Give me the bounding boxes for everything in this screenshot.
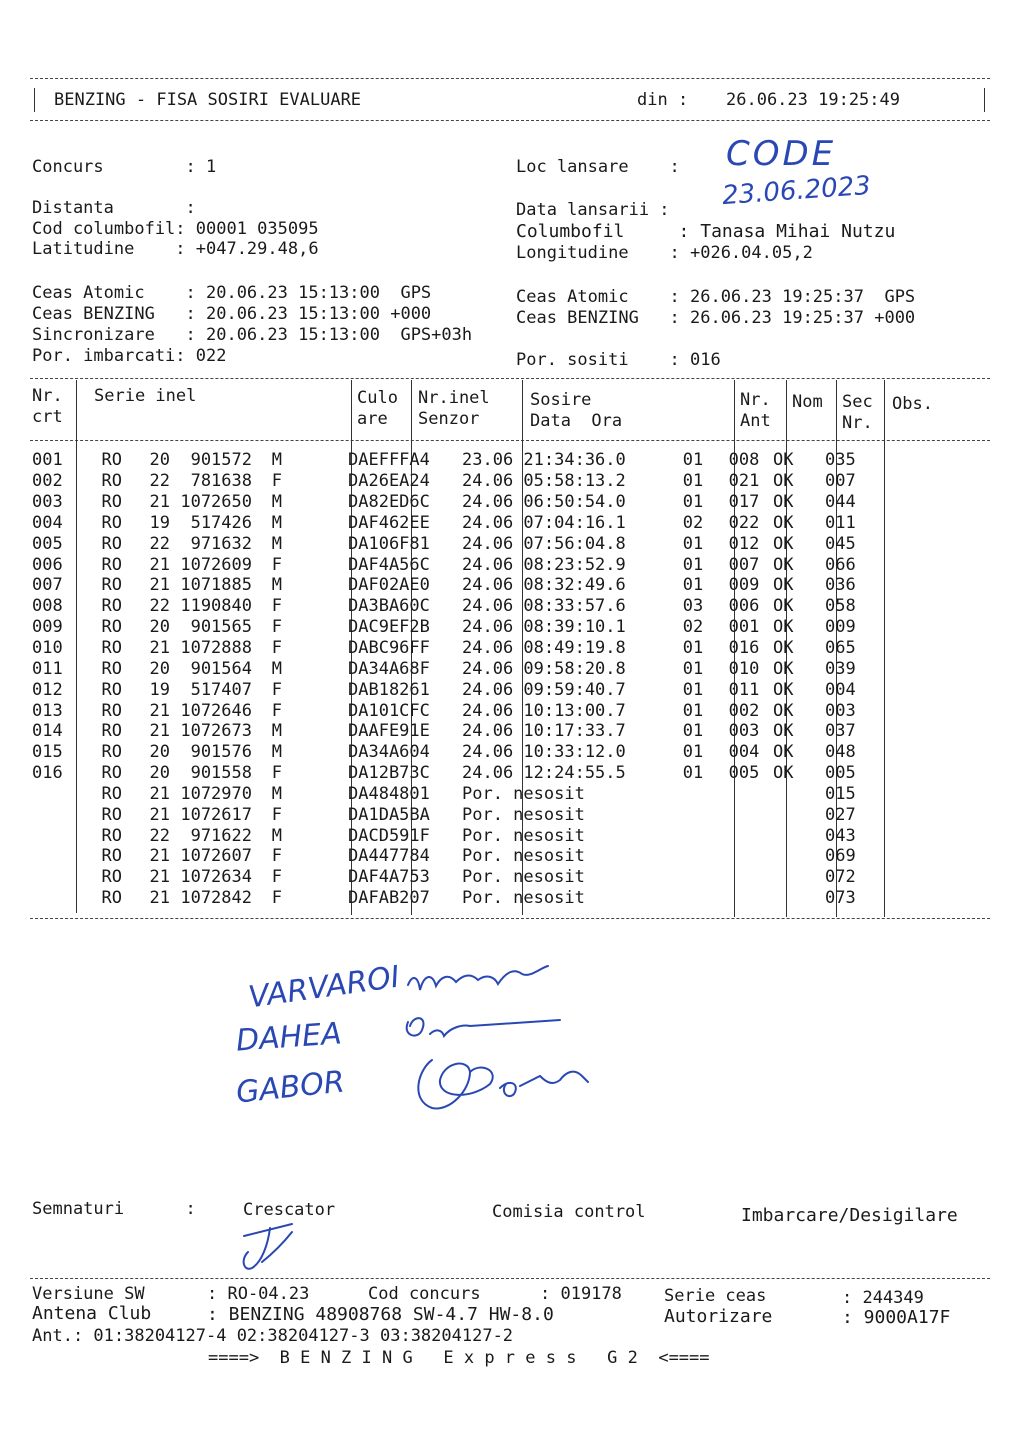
cell-ring-number: 1072609 [180, 554, 252, 575]
cell-arrival-time: 24.06 08:49:19.8 [462, 638, 626, 659]
th-culo: Culo [357, 388, 398, 408]
cell-ring-country: RO [101, 721, 122, 742]
cell-nom: 011 [728, 679, 760, 700]
longitudine-field: Longitudine : +026.04.05,2 [516, 243, 813, 263]
cell-ring-year: 22 [149, 533, 170, 554]
footer-top-rule [30, 1278, 990, 1279]
cell-ring-country: RO [101, 804, 122, 825]
cell-ring-number: 1072617 [180, 804, 252, 825]
cell-row-number: 001 [32, 450, 63, 471]
cell-obs: 007 [825, 471, 856, 492]
ceas-benzing-end: Ceas BENZING : 26.06.23 19:25:37 +000 [516, 308, 916, 328]
cell-arrival-time: Por. nesosit [462, 867, 585, 888]
cell-row-number: 013 [32, 700, 63, 721]
cell-ring-year: 20 [149, 617, 170, 638]
cell-antenna-nr: 01 [682, 471, 704, 492]
cell-ring-country: RO [101, 596, 122, 617]
cell-ring-year: 22 [149, 471, 170, 492]
cell-ring-number: 517426 [190, 512, 252, 533]
handwritten-release-place: CODE [726, 134, 837, 174]
cell-sex: F [271, 617, 282, 638]
cell-sec-status: OK [773, 492, 794, 513]
cell-ring-number: 901564 [190, 658, 252, 679]
report-title: BENZING - FISA SOSIRI EVALUARE [54, 90, 362, 110]
cell-arrival-time: 24.06 10:17:33.7 [462, 721, 626, 742]
ceas-benzing-start: Ceas BENZING : 20.06.23 15:13:00 +000 [32, 304, 432, 324]
sincronizare-field: Sincronizare : 20.06.23 15:13:00 GPS+03h [32, 325, 473, 345]
cell-ring-country: RO [101, 575, 122, 596]
signature-2 [407, 1018, 560, 1036]
columbofil-field: Columbofil : Tanasa Mihai Nutzu [516, 221, 896, 242]
cell-ring-country: RO [101, 492, 122, 513]
cell-ring-year: 21 [149, 888, 170, 909]
cell-chip-id: DA26EA24 [348, 471, 430, 492]
handwritten-name-3: GABOR [234, 1064, 347, 1111]
cell-obs: 073 [825, 888, 856, 909]
cell-sex: F [271, 554, 282, 575]
cell-ring-number: 1072888 [180, 638, 252, 659]
th-sosire: Sosire [530, 390, 592, 410]
cell-row-number: 011 [32, 658, 63, 679]
cell-chip-id: DA34A68F [348, 658, 430, 679]
cell-ring-year: 21 [149, 700, 170, 721]
handwritten-release-date: 23.06.2023 [721, 170, 872, 212]
cell-ring-country: RO [101, 763, 122, 784]
th-crt: crt [32, 407, 63, 427]
cell-obs: 015 [825, 783, 856, 804]
cell-chip-id: DAF462EE [348, 512, 430, 533]
cell-ring-number: 1190840 [180, 596, 252, 617]
cell-obs: 009 [825, 617, 856, 638]
cell-antenna-nr: 03 [682, 596, 704, 617]
cell-ring-year: 20 [149, 763, 170, 784]
cell-nom: 009 [728, 575, 760, 596]
cell-sex: F [271, 471, 282, 492]
cell-sex: M [271, 575, 282, 596]
cell-sex: M [271, 658, 282, 679]
cell-antenna-nr: 01 [682, 721, 704, 742]
cell-antenna-nr: 01 [682, 533, 704, 554]
cell-obs: 035 [825, 450, 856, 471]
cell-row-number: 016 [32, 763, 63, 784]
handwritten-name-2: DAHEA [234, 1016, 343, 1059]
cell-ring-year: 21 [149, 638, 170, 659]
cell-nom: 016 [728, 638, 760, 659]
cell-sec-status: OK [773, 596, 794, 617]
cell-nom: 021 [728, 471, 760, 492]
cell-chip-id: DA1DA5BA [348, 804, 430, 825]
cell-ring-country: RO [101, 533, 122, 554]
cell-ring-number: 1072607 [180, 846, 252, 867]
cell-ring-number: 1072634 [180, 867, 252, 888]
autorizare-label: Autorizare [664, 1306, 773, 1327]
cell-ring-year: 21 [149, 804, 170, 825]
cell-ring-number: 1072646 [180, 700, 252, 721]
cell-ring-year: 20 [149, 658, 170, 679]
cell-sec-status: OK [773, 533, 794, 554]
cell-obs: 065 [825, 638, 856, 659]
cell-ring-number: 1072673 [180, 721, 252, 742]
cell-arrival-time: 24.06 08:39:10.1 [462, 617, 626, 638]
cell-sec-status: OK [773, 742, 794, 763]
cell-ring-year: 22 [149, 825, 170, 846]
cell-ring-number: 901558 [190, 763, 252, 784]
imbarcare-label: Imbarcare/Desigilare [741, 1205, 958, 1226]
benzing-brand-line: ====> B E N Z I N G E x p r e s s G 2 <==== [208, 1348, 710, 1368]
cell-arrival-time: 24.06 10:33:12.0 [462, 742, 626, 763]
cell-sec-status: OK [773, 638, 794, 659]
semnaturi-label: Semnaturi : [32, 1199, 196, 1219]
cell-obs: 005 [825, 763, 856, 784]
cell-antenna-nr: 02 [682, 617, 704, 638]
cell-ring-year: 20 [149, 742, 170, 763]
cell-arrival-time: 24.06 06:50:54.0 [462, 492, 626, 513]
ceas-atomic-start: Ceas Atomic : 20.06.23 15:13:00 GPS [32, 283, 432, 303]
cell-sec-status: OK [773, 471, 794, 492]
cell-ring-number: 517407 [190, 679, 252, 700]
cell-obs: 048 [825, 742, 856, 763]
cell-chip-id: DACD591F [348, 825, 430, 846]
cell-ring-country: RO [101, 638, 122, 659]
cell-arrival-time: 24.06 08:23:52.9 [462, 554, 626, 575]
cell-chip-id: DA484801 [348, 783, 430, 804]
cell-row-number: 003 [32, 492, 63, 513]
versiune-value: : RO-04.23 [207, 1284, 310, 1304]
cell-nom: 002 [728, 700, 760, 721]
serie-ceas-value: : 244349 [842, 1288, 924, 1308]
cell-ring-country: RO [101, 617, 122, 638]
cell-nom: 017 [728, 492, 760, 513]
cell-nom: 004 [728, 742, 760, 763]
cell-ring-year: 19 [149, 512, 170, 533]
cell-ring-year: 21 [149, 846, 170, 867]
cell-chip-id: DA447784 [348, 846, 430, 867]
cell-ring-country: RO [101, 679, 122, 700]
cell-antenna-nr: 02 [682, 512, 704, 533]
cell-ring-number: 901576 [190, 742, 252, 763]
cell-sex: M [271, 783, 282, 804]
cell-row-number: 015 [32, 742, 63, 763]
cell-nom: 007 [728, 554, 760, 575]
comisia-control-label: Comisia control [492, 1202, 646, 1222]
th-nr-ant: Nr. [740, 390, 771, 410]
latitudine-field: Latitudine : +047.29.48,6 [32, 239, 319, 259]
cell-row-number: 007 [32, 575, 63, 596]
cell-obs: 027 [825, 804, 856, 825]
cell-row-number: 002 [32, 471, 63, 492]
cell-sex: F [271, 846, 282, 867]
cell-arrival-time: Por. nesosit [462, 804, 585, 825]
cell-chip-id: DA12B73C [348, 763, 430, 784]
cell-sec-status: OK [773, 450, 794, 471]
report-date-label: din : [637, 90, 689, 110]
cell-arrival-time: 24.06 08:32:49.6 [462, 575, 626, 596]
cell-antenna-nr: 01 [682, 492, 704, 513]
handwritten-name-1: VARVAROI [246, 959, 402, 1016]
cell-ring-year: 21 [149, 721, 170, 742]
ceas-atomic-end: Ceas Atomic : 26.06.23 19:25:37 GPS [516, 287, 916, 307]
cell-obs: 037 [825, 721, 856, 742]
cell-ring-country: RO [101, 512, 122, 533]
cell-chip-id: DAF4A753 [348, 867, 430, 888]
cell-ring-number: 901572 [190, 450, 252, 471]
cell-row-number: 012 [32, 679, 63, 700]
cell-arrival-time: 24.06 07:56:04.8 [462, 533, 626, 554]
cell-sex: F [271, 763, 282, 784]
cell-chip-id: DAF02AE0 [348, 575, 430, 596]
cell-obs: 045 [825, 533, 856, 554]
cell-ring-year: 19 [149, 679, 170, 700]
cell-ring-number: 781638 [190, 471, 252, 492]
cell-arrival-time: Por. nesosit [462, 825, 585, 846]
cell-sex: F [271, 679, 282, 700]
cell-sex: F [271, 700, 282, 721]
cell-arrival-time: 24.06 12:24:55.5 [462, 763, 626, 784]
cell-chip-id: DAC9EF2B [348, 617, 430, 638]
cell-sex: F [271, 867, 282, 888]
cell-nom: 008 [728, 450, 760, 471]
cell-arrival-time: Por. nesosit [462, 783, 585, 804]
versiune-label: Versiune SW [32, 1284, 145, 1304]
cell-ring-country: RO [101, 658, 122, 679]
cell-antenna-nr: 01 [682, 658, 704, 679]
cell-ring-year: 22 [149, 596, 170, 617]
cell-antenna-nr: 01 [682, 700, 704, 721]
cell-ring-country: RO [101, 742, 122, 763]
cell-antenna-nr: 01 [682, 638, 704, 659]
cell-row-number: 014 [32, 721, 63, 742]
cell-row-number: 005 [32, 533, 63, 554]
cell-ring-year: 20 [149, 450, 170, 471]
cell-arrival-time: 24.06 05:58:13.2 [462, 471, 626, 492]
cell-antenna-nr: 01 [682, 742, 704, 763]
cell-arrival-time: 24.06 09:58:20.8 [462, 658, 626, 679]
antena-value: : BENZING 48908768 SW-4.7 HW-8.0 [207, 1304, 554, 1325]
cell-sex: M [271, 450, 282, 471]
cell-obs: 004 [825, 679, 856, 700]
cell-obs: 066 [825, 554, 856, 575]
cell-nom: 003 [728, 721, 760, 742]
cell-ring-year: 21 [149, 492, 170, 513]
cell-nom: 010 [728, 658, 760, 679]
cell-ring-country: RO [101, 888, 122, 909]
cell-nom: 006 [728, 596, 760, 617]
cell-sex: M [271, 533, 282, 554]
cell-sec-status: OK [773, 721, 794, 742]
cod-columbofil-field: Cod columbofil: 00001 035095 [32, 219, 319, 239]
cell-chip-id: DAEFFFA4 [348, 450, 430, 471]
th-data-ora: Data Ora [530, 411, 623, 431]
cod-concurs-value: : 019178 [540, 1284, 622, 1304]
cell-sex: F [271, 804, 282, 825]
cell-obs: 072 [825, 867, 856, 888]
cell-arrival-time: 24.06 08:33:57.6 [462, 596, 626, 617]
cell-ring-number: 901565 [190, 617, 252, 638]
cell-ring-country: RO [101, 846, 122, 867]
th-sec: Sec [842, 392, 873, 412]
cell-nom: 005 [728, 763, 760, 784]
cell-arrival-time: 24.06 10:13:00.7 [462, 700, 626, 721]
cell-antenna-nr: 01 [682, 554, 704, 575]
cell-obs: 003 [825, 700, 856, 721]
por-sositi-field: Por. sositi : 016 [516, 350, 721, 370]
cell-obs: 039 [825, 658, 856, 679]
cell-sex: M [271, 512, 282, 533]
crescator-label: Crescator [243, 1200, 336, 1220]
cell-chip-id: DAAFE91E [348, 721, 430, 742]
distanta-field: Distanta : [32, 198, 196, 218]
cell-sec-status: OK [773, 554, 794, 575]
cell-nom: 001 [728, 617, 760, 638]
cell-antenna-nr: 01 [682, 450, 704, 471]
cell-obs: 043 [825, 825, 856, 846]
th-serie-inel: Serie inel [94, 386, 197, 406]
cell-chip-id: DA101CFC [348, 700, 430, 721]
cell-antenna-nr: 01 [682, 575, 704, 596]
loc-lansare-field: Loc lansare : [516, 157, 680, 177]
cell-arrival-time: Por. nesosit [462, 846, 585, 867]
cell-sex: F [271, 638, 282, 659]
th-sec-nr: Nr. [842, 413, 873, 433]
cell-arrival-time: Por. nesosit [462, 888, 585, 909]
cell-ring-number: 971622 [190, 825, 252, 846]
cell-nom: 022 [728, 512, 760, 533]
cell-obs: 011 [825, 512, 856, 533]
cell-sex: F [271, 888, 282, 909]
cell-sex: M [271, 721, 282, 742]
cell-arrival-time: 24.06 09:59:40.7 [462, 679, 626, 700]
report-date: 26.06.23 19:25:49 [726, 90, 900, 110]
cell-ring-country: RO [101, 700, 122, 721]
cod-concurs-label: Cod concurs [368, 1284, 481, 1304]
cell-ring-country: RO [101, 554, 122, 575]
cell-sec-status: OK [773, 700, 794, 721]
cell-obs: 069 [825, 846, 856, 867]
cell-ring-country: RO [101, 450, 122, 471]
cell-ring-number: 1072970 [180, 783, 252, 804]
antena-label: Antena Club [32, 1303, 152, 1324]
cell-ring-country: RO [101, 825, 122, 846]
cell-nom: 012 [728, 533, 760, 554]
th-nr-inel: Nr.inel [418, 388, 490, 408]
concurs-field: Concurs : 1 [32, 157, 217, 177]
cell-sec-status: OK [773, 512, 794, 533]
cell-row-number: 008 [32, 596, 63, 617]
data-lansarii-field: Data lansarii : [516, 200, 670, 220]
th-nom: Nom [792, 392, 823, 412]
cell-sex: F [271, 596, 282, 617]
cell-sex: M [271, 742, 282, 763]
cell-row-number: 006 [32, 554, 63, 575]
th-senzor: Senzor [418, 409, 480, 429]
cell-sec-status: OK [773, 575, 794, 596]
cell-obs: 036 [825, 575, 856, 596]
signature-1 [408, 966, 548, 990]
cell-row-number: 010 [32, 638, 63, 659]
cell-chip-id: DA3BA60C [348, 596, 430, 617]
cell-ring-year: 21 [149, 867, 170, 888]
cell-ring-year: 21 [149, 575, 170, 596]
th-obs: Obs. [892, 394, 933, 414]
cell-ring-country: RO [101, 867, 122, 888]
cell-row-number: 004 [32, 512, 63, 533]
cell-ring-number: 971632 [190, 533, 252, 554]
cell-sec-status: OK [773, 658, 794, 679]
cell-antenna-nr: 01 [682, 763, 704, 784]
cell-chip-id: DA106F81 [348, 533, 430, 554]
cell-sec-status: OK [773, 617, 794, 638]
cell-antenna-nr: 01 [682, 679, 704, 700]
autorizare-value: : 9000A17F [842, 1307, 951, 1328]
th-ant: Ant [740, 411, 771, 431]
cell-ring-country: RO [101, 783, 122, 804]
cell-ring-number: 1072842 [180, 888, 252, 909]
cell-ring-number: 1072650 [180, 492, 252, 513]
cell-arrival-time: 23.06 21:34:36.0 [462, 450, 626, 471]
cell-obs: 044 [825, 492, 856, 513]
cell-chip-id: DAB18261 [348, 679, 430, 700]
cell-chip-id: DA82ED6C [348, 492, 430, 513]
cell-chip-id: DABC96FF [348, 638, 430, 659]
cell-ring-country: RO [101, 471, 122, 492]
serie-ceas-label: Serie ceas [664, 1286, 767, 1306]
th-are: are [357, 409, 388, 429]
crescator-signature [244, 1224, 292, 1269]
cell-sec-status: OK [773, 763, 794, 784]
por-imbarcati-field: Por. imbarcati: 022 [32, 346, 227, 366]
cell-obs: 058 [825, 596, 856, 617]
cell-chip-id: DAF4A56C [348, 554, 430, 575]
cell-sex: M [271, 492, 282, 513]
cell-row-number: 009 [32, 617, 63, 638]
cell-sec-status: OK [773, 679, 794, 700]
cell-sex: M [271, 825, 282, 846]
signature-3 [418, 1060, 588, 1108]
cell-chip-id: DAFAB207 [348, 888, 430, 909]
th-nr: Nr. [32, 386, 63, 406]
cell-chip-id: DA34A604 [348, 742, 430, 763]
cell-ring-year: 21 [149, 783, 170, 804]
cell-arrival-time: 24.06 07:04:16.1 [462, 512, 626, 533]
antenna-ids: Ant.: 01:38204127-4 02:38204127-3 03:38204127-2 [32, 1326, 514, 1346]
cell-ring-year: 21 [149, 554, 170, 575]
cell-ring-number: 1071885 [180, 575, 252, 596]
